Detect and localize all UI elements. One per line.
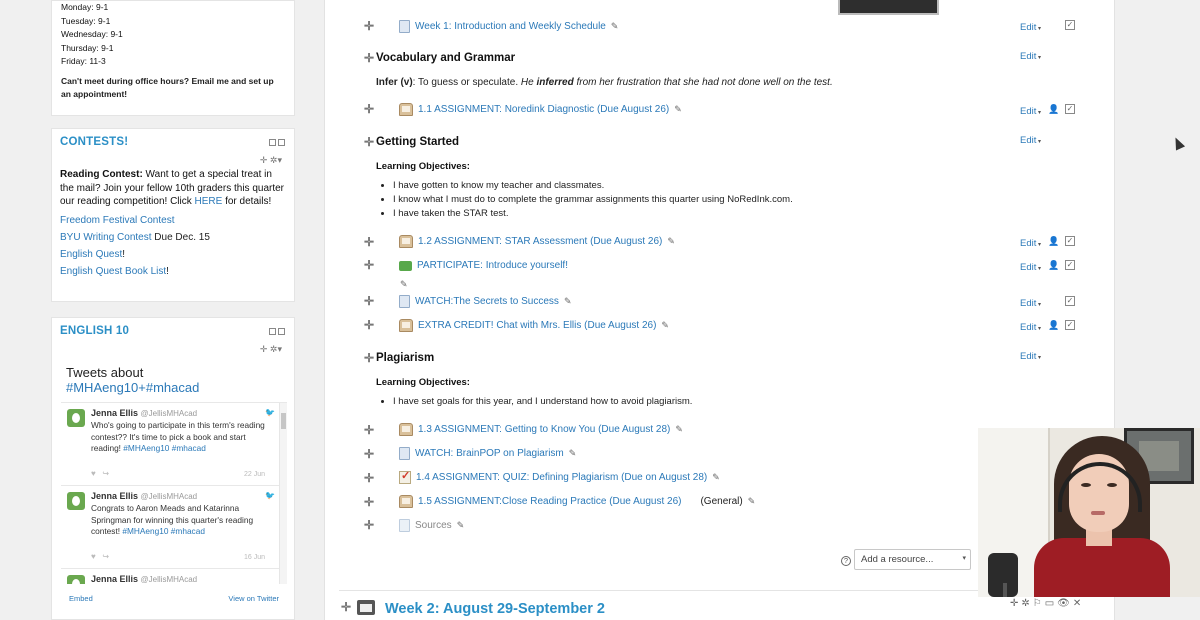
edit-menu[interactable]: Edit ▾ [1020, 298, 1041, 309]
assignment-icon [399, 319, 413, 332]
tweets-hashtag-link[interactable]: #MHAeng10+#mhacad [66, 380, 200, 395]
tweet-hashtags[interactable]: #MHAeng10 #mhacad [122, 526, 205, 536]
byu-writing-contest-link[interactable] [60, 232, 286, 243]
objective-item: • I have taken the STAR test. [393, 207, 793, 221]
activity-noredink[interactable] [399, 103, 682, 116]
tweet-item[interactable] [61, 486, 287, 569]
tweets-heading [66, 365, 199, 395]
move-icon[interactable]: ✛ [364, 423, 375, 437]
dock-icon[interactable] [278, 328, 285, 335]
view-on-twitter-link[interactable]: View on Twitter [228, 594, 279, 603]
user-icon[interactable]: 👤 [1048, 236, 1060, 246]
infer-example-a: He [520, 77, 537, 88]
tweet-item[interactable] [61, 403, 287, 486]
activity-extra-credit[interactable] [399, 319, 669, 332]
english-quest-link[interactable] [60, 249, 286, 260]
tweet-body: Congrats to Aaron Meads and Katarinna Springman for winning this quarter's reading contest! [91, 503, 254, 536]
twitter-bird-icon: 🐦 [265, 491, 275, 500]
avatar[interactable] [67, 492, 85, 510]
user-icon[interactable]: 👤 [1048, 320, 1060, 330]
activity-brainpop[interactable] [399, 447, 576, 460]
pencil-icon[interactable]: ✎ [675, 424, 683, 434]
like-icon[interactable]: ♥ [91, 469, 96, 478]
folder-icon [357, 600, 375, 615]
section-getting-started-title: Getting Started [376, 136, 460, 148]
assignment-icon [399, 495, 413, 508]
tweet-author-name[interactable]: Jenna Ellis [91, 491, 139, 501]
pencil-icon[interactable]: ✎ [674, 104, 682, 114]
completion-checkbox-icon[interactable]: ✓ [1066, 20, 1074, 29]
edit-menu[interactable]: Edit ▾ [1020, 238, 1041, 249]
edit-menu[interactable]: Edit ▾ [1020, 351, 1041, 362]
office-hours-friday: Friday: 11-3 [61, 56, 106, 66]
move-icon[interactable]: ✛ [341, 600, 352, 614]
tweet-handle[interactable]: @JellisMHAcad [140, 575, 198, 584]
activity-link[interactable]: Week 1: Introduction and Weekly Schedule [415, 21, 606, 32]
activity-link[interactable]: 1.2 ASSIGNMENT: STAR Assessment (Due August 26) [418, 236, 663, 247]
tweet-text [91, 503, 276, 538]
objective-item: • I have gotten to know my teacher and classmates. [393, 179, 793, 193]
learning-objectives-label: Learning Objectives: [376, 377, 470, 388]
quiz-icon [399, 471, 411, 484]
move-icon[interactable]: ✛ [364, 19, 375, 33]
move-icon[interactable]: ✛ [364, 235, 375, 249]
contests-move-icon[interactable]: ✛ ✲▾ [259, 155, 282, 165]
pencil-icon[interactable]: ✎ [456, 520, 465, 530]
tweet-date: 22 Jun [243, 471, 265, 478]
like-icon[interactable]: ♥ [91, 552, 96, 561]
group-mode-label: (General) [700, 496, 743, 507]
edit-menu[interactable]: Edit ▾ [1020, 135, 1041, 146]
embed-link[interactable]: Embed [69, 594, 93, 603]
assignment-icon [399, 235, 413, 248]
activity-link[interactable]: 1.1 ASSIGNMENT: Noredink Diagnostic (Due August 26) [418, 104, 670, 115]
completion-checkbox-icon[interactable]: ✓ [1066, 104, 1074, 113]
move-icon[interactable]: ✛ [364, 471, 375, 485]
section-vocabulary-title: Vocabulary and Grammar [376, 52, 516, 64]
completion-checkbox-icon[interactable]: ✓ [1066, 260, 1074, 269]
tweets-about-label: Tweets about [66, 365, 144, 380]
dock-icon[interactable] [278, 139, 285, 146]
twitter-bird-icon: 🐦 [265, 408, 275, 417]
english10-title: ENGLISH 10 [60, 325, 130, 337]
office-hours-wednesday: Wednesday: 9-1 [61, 29, 123, 39]
share-icon[interactable]: ↪ [102, 469, 110, 478]
reading-contest-tail: for details! [222, 196, 272, 207]
english10-block [51, 317, 295, 620]
english-quest-suffix: ! [122, 248, 126, 260]
edit-menu[interactable]: Edit ▾ [1020, 322, 1041, 333]
share-icon[interactable]: ↪ [102, 552, 110, 561]
tweet-author-name[interactable]: Jenna Ellis [91, 408, 139, 418]
infer-example-c: from her frustration that she had not done well on the test. [573, 77, 833, 88]
infer-word: Infer (v) [376, 77, 413, 88]
plagiarism-objectives [393, 395, 692, 409]
pencil-icon[interactable]: ✎ [563, 296, 572, 306]
activity-link[interactable]: WATCH: BrainPOP on Plagiarism [415, 448, 564, 459]
user-icon[interactable]: 👤 [1048, 104, 1060, 114]
webcam-overlay [978, 428, 1200, 597]
contests-block [51, 128, 295, 302]
move-icon[interactable]: ✛ [364, 518, 375, 532]
office-hours-tuesday: Tuesday: 9-1 [61, 15, 111, 26]
byu-writing-contest-link-text[interactable]: BYU Writing Contest [60, 231, 152, 243]
tweet-scrollbar[interactable] [279, 403, 287, 584]
move-icon[interactable]: ✛ [364, 294, 375, 308]
office-hours-monday: Monday: 9-1 [61, 2, 109, 12]
page-icon [399, 295, 410, 308]
move-icon[interactable]: ✛ [364, 318, 375, 332]
tweet-date: 16 Jun [243, 554, 265, 561]
move-icon[interactable]: ✛ [364, 51, 375, 65]
edit-menu[interactable]: Edit ▾ [1020, 22, 1041, 33]
page-icon [399, 519, 410, 532]
reading-contest-text [60, 168, 286, 209]
english10-dock-controls[interactable] [269, 328, 285, 335]
activity-sources[interactable] [399, 519, 464, 532]
help-icon[interactable]: ? [841, 556, 851, 566]
move-icon[interactable]: ✛ [364, 447, 375, 461]
reading-contest-body: Want to get a special treat in the mail? Join your fellow 10th graders this quarter our reading competition! Click [60, 169, 285, 207]
tweet-footer [69, 594, 279, 603]
english10-move-icon[interactable]: ✛ ✲▾ [259, 344, 282, 354]
tweet-actions[interactable] [91, 469, 109, 478]
infer-definition [376, 77, 833, 88]
week2-title[interactable]: Week 2: August 29-September 2 [385, 601, 605, 617]
assignment-icon [399, 423, 413, 436]
minimize-icon[interactable] [269, 328, 276, 335]
objective-item: • I know what I must do to complete the grammar assignments this quarter using NoRedInk.com. [393, 193, 793, 207]
avatar[interactable] [67, 575, 85, 584]
contests-title: CONTESTS! [60, 136, 129, 148]
tweet-handle[interactable]: @JellisMHAcad [140, 409, 198, 418]
activity-close-reading[interactable] [399, 495, 755, 508]
pencil-icon[interactable]: ✎ [610, 21, 619, 31]
tweet-timeline[interactable] [61, 402, 287, 584]
english-quest-book-list-link[interactable] [60, 266, 286, 277]
activity-watch-secrets[interactable] [399, 295, 571, 308]
tweet-handle[interactable]: @JellisMHAcad [140, 492, 198, 501]
activity-star[interactable] [399, 235, 675, 248]
section-plagiarism-title: Plagiarism [376, 352, 435, 364]
move-icon[interactable]: ✛ [364, 102, 375, 116]
edit-menu[interactable]: Edit ▾ [1020, 262, 1041, 273]
activity-week1-schedule[interactable] [399, 20, 618, 33]
activity-link[interactable]: 1.3 ASSIGNMENT: Getting to Know You (Due August 28) [418, 424, 671, 435]
freedom-festival-link-text[interactable]: Freedom Festival Contest [60, 214, 175, 226]
move-icon[interactable]: ✛ [364, 495, 375, 509]
infer-def: : To guess or speculate. [412, 77, 521, 88]
tweet-author-name[interactable]: Jenna Ellis [91, 574, 139, 584]
activity-link[interactable]: WATCH:The Secrets to Success [415, 296, 559, 307]
office-hours-block [51, 0, 295, 116]
activity-link[interactable]: 1.5 ASSIGNMENT:Close Reading Practice (Due August 26) [418, 496, 682, 507]
page-icon [399, 20, 410, 33]
move-icon[interactable]: ✛ [364, 258, 375, 272]
week2-controls[interactable]: ✛✲⚐▭👁✕ [1010, 598, 1085, 609]
tweet-author[interactable] [91, 574, 287, 584]
move-icon[interactable]: ✛ [364, 351, 375, 365]
avatar[interactable] [67, 409, 85, 427]
video-thumbnail[interactable] [838, 0, 939, 15]
pencil-icon[interactable]: ✎ [568, 448, 577, 458]
learning-objectives-label: Learning Objectives: [376, 161, 470, 172]
english-quest-book-list-suffix: ! [166, 265, 169, 277]
scrollbar-thumb[interactable] [281, 413, 286, 429]
tweet-body: Who's going to participate in this term's reading contest?? It's time to pick a book and start reading! [91, 420, 265, 453]
tweet-actions[interactable] [91, 552, 109, 561]
page-icon [399, 447, 410, 460]
activity-participate[interactable] [399, 260, 568, 271]
completion-checkbox-icon[interactable]: ✓ [1066, 236, 1074, 245]
getting-started-objectives [393, 179, 793, 221]
pencil-icon[interactable]: ✎ [747, 496, 756, 506]
pencil-icon[interactable]: ✎ [712, 472, 720, 482]
move-icon[interactable]: ✛ [364, 135, 375, 149]
english-quest-link-text[interactable]: English Quest [60, 248, 123, 260]
objective-item: • I have set goals for this year, and I understand how to avoid plagiarism. [393, 395, 692, 409]
byu-due-date: Due Dec. 15 [151, 231, 210, 243]
sources-link[interactable]: Sources [415, 520, 452, 531]
tweet-hashtags[interactable]: #MHAeng10 #mhacad [123, 443, 206, 453]
office-hours-thursday: Thursday: 9-1 [61, 42, 114, 53]
office-hours-note: Can't meet during office hours? Email me and set up an appointment! [61, 75, 274, 99]
presenter-shirt [1034, 538, 1170, 597]
tweet-author[interactable] [91, 408, 287, 418]
tweet-item[interactable] [61, 569, 287, 584]
edit-menu[interactable]: Edit ▾ [1020, 51, 1041, 62]
add-resource-select[interactable]: Add a resource... ▾ [854, 549, 971, 570]
completion-checkbox-icon[interactable]: ✓ [1066, 296, 1074, 305]
infer-example-b: inferred [536, 77, 574, 88]
mic-stand [1003, 583, 1007, 597]
activity-getting-to-know[interactable] [399, 423, 683, 436]
assignment-icon [399, 103, 413, 116]
contests-dock-controls[interactable] [269, 139, 285, 146]
user-icon[interactable]: 👤 [1048, 260, 1060, 270]
minimize-icon[interactable] [269, 139, 276, 146]
here-link[interactable]: HERE [194, 196, 223, 207]
activity-link[interactable]: 1.4 ASSIGNMENT: QUIZ: Defining Plagiarism (Due on August 28) [416, 472, 708, 483]
completion-checkbox-icon[interactable]: ✓ [1066, 320, 1074, 329]
freedom-festival-link[interactable] [60, 215, 286, 226]
tweet-author[interactable] [91, 491, 287, 501]
pencil-icon[interactable]: ✎ [667, 236, 675, 246]
activity-link[interactable]: EXTRA CREDIT! Chat with Mrs. Ellis (Due August 26) [418, 320, 657, 331]
pencil-icon[interactable]: ✎ [400, 279, 408, 289]
english-quest-book-list-link-text[interactable]: English Quest Book List [60, 265, 167, 277]
tweet-text [91, 420, 276, 455]
pencil-icon[interactable]: ✎ [661, 320, 669, 330]
forum-icon [399, 261, 412, 271]
activity-quiz[interactable] [399, 471, 720, 484]
activity-link[interactable]: PARTICIPATE: Introduce yourself! [417, 260, 568, 271]
mouse-cursor-icon [1172, 137, 1183, 149]
edit-menu[interactable]: Edit ▾ [1020, 106, 1041, 117]
reading-contest-label: Reading Contest: [60, 169, 143, 180]
